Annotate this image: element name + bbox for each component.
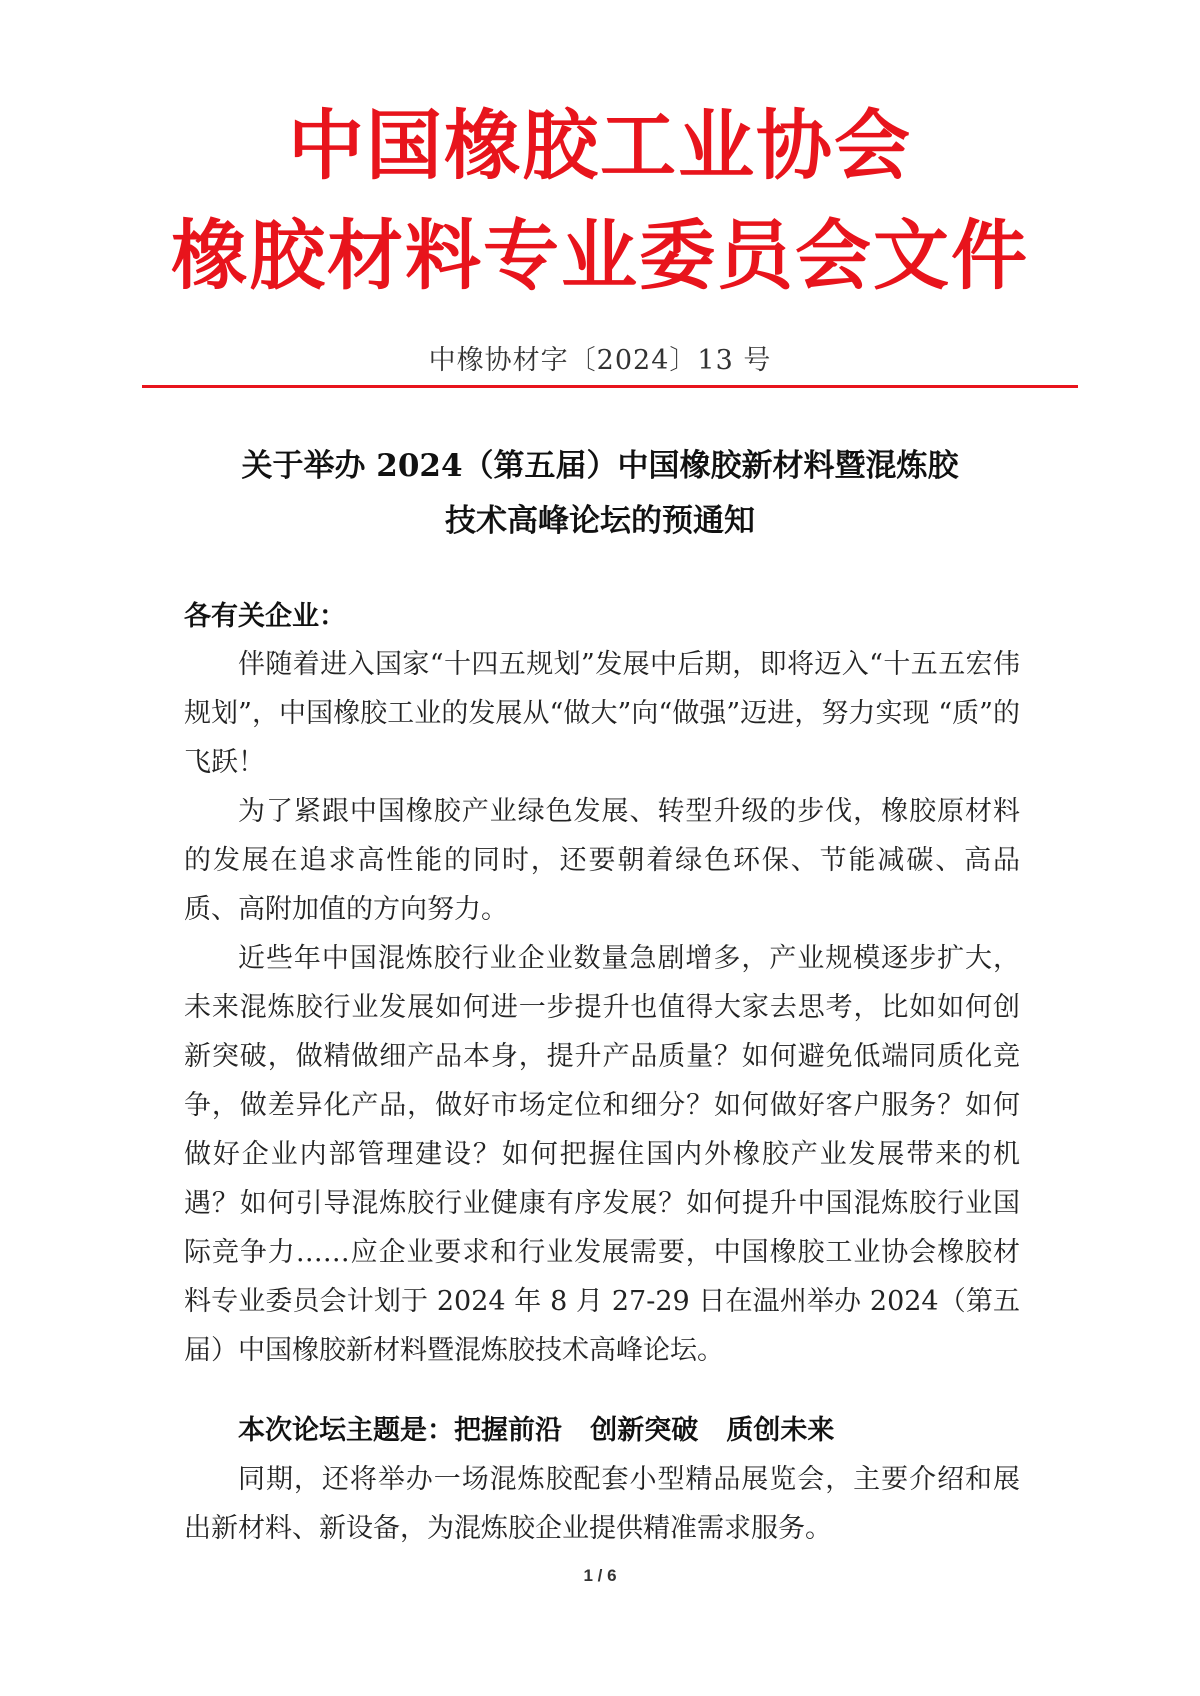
red-divider-line (142, 385, 1078, 388)
notice-title-line1: 关于举办 2024（第五届）中国橡胶新材料暨混炼胶 (241, 448, 959, 484)
committee-document-title: 橡胶材料专业委员会文件 (171, 211, 1029, 300)
paragraph: 伴随着进入国家“十四五规划”发展中后期，即将迈入“十五五宏伟规划”，中国橡胶工业的发展从“做大”向“做强”迈进，努力实现 “质”的飞跃！ (184, 649, 1020, 778)
paragraph: 同期，还将举办一场混炼胶配套小型精品展览会，主要介绍和展出新材料、新设备，为混炼胶企业提供精准需求服务。 (184, 1464, 1020, 1544)
organization-name: 中国橡胶工业协会 (288, 101, 912, 190)
paragraph: 近些年中国混炼胶行业企业数量急剧增多，产业规模逐步扩大，未来混炼胶行业发展如何进一步提升也值得大家去思考，比如如何创新突破，做精做细产品本身，提升产品质量？如何避免低端同质化竞争，做差异化产品，做好市场定位和细分？如何做好客户服务？如何做好企业内部管理建设？如何把握住国内外橡胶产业发展带来的机遇？如何引导混炼胶行业健康有序发展？如何提升中国混炼胶行业国际竞争力……应企业要求和行业发展需要，中国橡胶工业协会橡胶材料专业委员会计划于 2024 年 8 月 27-29 日在温州举办 2024（第五届）中国橡胶新材料暨混炼胶技术高峰论坛。 (184, 943, 1020, 1366)
notice-title-line2: 技术高峰论坛的预通知 (445, 503, 755, 539)
page-number: 1 / 6 (583, 1566, 617, 1585)
forum-theme: 本次论坛主题是：把握前沿 创新突破 质创未来 (238, 1415, 835, 1446)
salutation: 各有关企业： (184, 601, 346, 632)
paragraph: 为了紧跟中国橡胶产业绿色发展、转型升级的步伐，橡胶原材料的发展在追求高性能的同时，还要朝着绿色环保、节能减碳、高品质、高附加值的方向努力。 (184, 796, 1020, 925)
document-number: 中橡协材字〔2024〕13 号 (428, 345, 772, 376)
